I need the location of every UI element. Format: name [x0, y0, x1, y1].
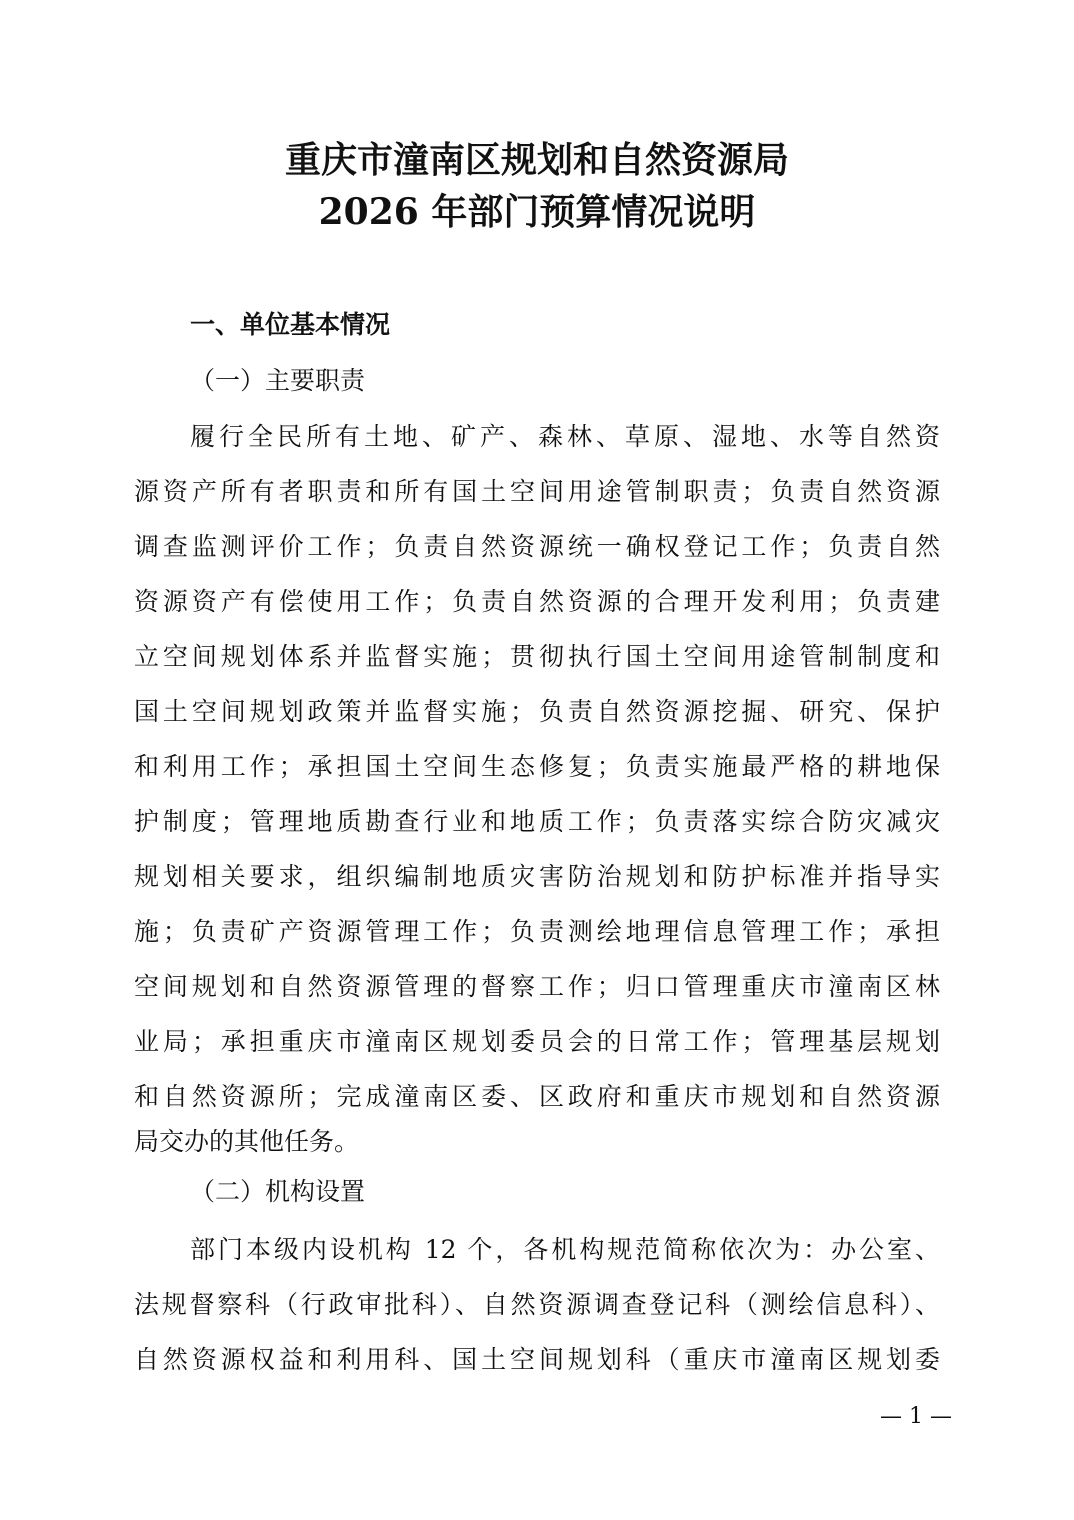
- section-heading-basic-info: 一、单位基本情况: [190, 310, 391, 339]
- subsection-heading-main-duties: （一）主要职责: [190, 366, 366, 395]
- paragraph-line: 立空间规划体系并监督实施；贯彻执行国土空间用途管制制度和: [134, 642, 940, 671]
- paragraph-line: 施；负责矿产资源管理工作；负责测绘地理信息管理工作；承担: [134, 917, 940, 946]
- paragraph-line: 资源资产有偿使用工作；负责自然资源的合理开发利用；负责建: [134, 587, 940, 616]
- paragraph-line: 和利用工作；承担国土空间生态修复；负责实施最严格的耕地保: [134, 752, 940, 781]
- paragraph-line: 护制度；管理地质勘查行业和地质工作；负责落实综合防灾减灾: [134, 807, 940, 836]
- document-title-line-2: 2026 年部门预算情况说明: [318, 191, 756, 233]
- subsection-heading-organization: （二）机构设置: [190, 1177, 366, 1206]
- page-number: — 1 —: [880, 1404, 952, 1429]
- paragraph-line: 法规督察科（行政审批科）、自然资源调查登记科（测绘信息科）、: [134, 1290, 940, 1319]
- paragraph-line: 国土空间规划政策并监督实施；负责自然资源挖掘、研究、保护: [134, 697, 940, 726]
- paragraph-line: 局交办的其他任务。: [134, 1127, 360, 1156]
- paragraph-line: 源资产所有者职责和所有国土空间用途管制职责；负责自然资源: [134, 477, 940, 506]
- paragraph-line: 调查监测评价工作；负责自然资源统一确权登记工作；负责自然: [134, 532, 940, 561]
- paragraph-line: 自然资源权益和利用科、国土空间规划科（重庆市潼南区规划委: [134, 1345, 940, 1374]
- paragraph-line: 和自然资源所；完成潼南区委、区政府和重庆市规划和自然资源: [134, 1082, 940, 1111]
- paragraph-line: 部门本级内设机构 12 个，各机构规范简称依次为：办公室、: [190, 1235, 940, 1264]
- paragraph-line: 业局；承担重庆市潼南区规划委员会的日常工作；管理基层规划: [134, 1027, 940, 1056]
- paragraph-line: 履行全民所有土地、矿产、森林、草原、湿地、水等自然资: [190, 422, 940, 451]
- document-title-line-1: 重庆市潼南区规划和自然资源局: [284, 139, 789, 181]
- paragraph-line: 空间规划和自然资源管理的督察工作；归口管理重庆市潼南区林: [134, 972, 940, 1001]
- paragraph-line: 规划相关要求，组织编制地质灾害防治规划和防护标准并指导实: [134, 862, 940, 891]
